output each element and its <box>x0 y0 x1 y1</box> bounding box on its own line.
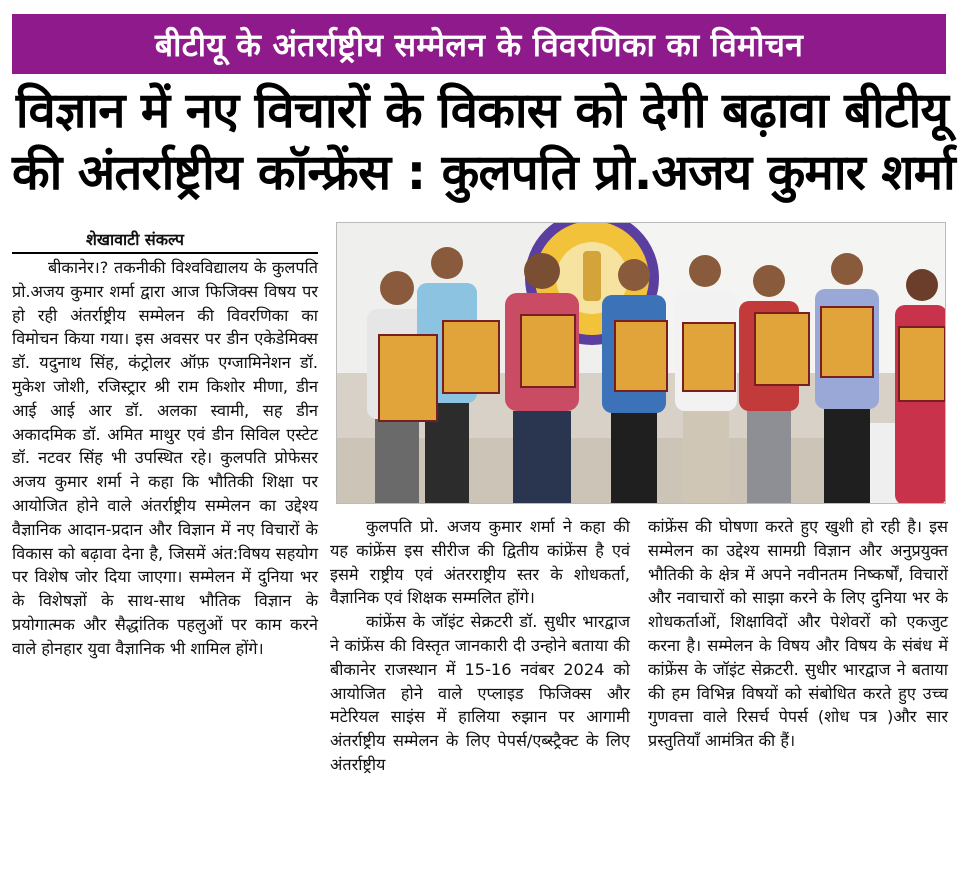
article-column-middle <box>330 515 630 777</box>
byline-divider <box>12 252 318 254</box>
kicker-text: बीटीयू के अंतर्राष्ट्रीय सम्मेलन के विवरणिका का विमोचन <box>154 25 804 64</box>
paragraph: बीकानेर।? तकनीकी विश्वविद्यालय के कुलपति प्रो.अजय कुमार शर्मा द्वारा आज फिजिक्स विषय पर हो रही अंतर्राष्ट्रीय सम्मेलन की विवरणिका का विमोचन किया गया। इस अवसर पर डीन एकेडेमिक्स डॉ. यदुनाथ सिंह, कंट्रोलर ऑफ़ एग्जामिनेशन डॉ. मुकेश जोशी, रजिस्ट्रार श्री राम किशोर मीणा, डीन आई आई आर डॉ. अलका स्वामी, सह डीन अकादमिक डॉ. अमित माथुर एवं डीन सिविल एस्टेट डॉ. नटवर सिंह भी उपस्थित रहे। कुलपति प्रोफेसर अजय कुमार शर्मा ने कहा कि भौतिकी शिक्षा पर आयोजित होने वाले अंतर्राष्ट्रीय सम्मेलन का उद्देश्य वैज्ञानिक आदान-प्रदान और विज्ञान में नए विचारों के विकास को बढ़ावा देना है, जिसमें अंत:विषय सहयोग पर विशेष जोर दिया जाएगा। सम्मेलन में दुनिया भर के विशेषज्ञों के साथ-साथ भौतिक विज्ञान के प्रयोगात्मक और सैद्धांतिक पहलुओं पर काम करने वाले होनहार युवा वैज्ञानिक भी शामिल होंगे। <box>12 258 318 658</box>
kicker-banner <box>12 14 946 74</box>
group-photo-illustration <box>337 223 946 504</box>
headline <box>12 80 955 204</box>
article-column-left <box>12 256 318 661</box>
article-column-right <box>648 515 948 753</box>
event-photo <box>336 222 946 504</box>
paragraph: कांफ्रेंस की घोषणा करते हुए खुशी हो रही है। इस सम्मेलन का उद्देश्य सामग्री विज्ञान और अनुप्रयुक्त भौतिकी के क्षेत्र में अपने नवीनतम निष्कर्षों, विचारों और नवाचारों को साझा करने के लिए दुनिया भर के शोधकर्ताओं, शिक्षाविदों और पेशेवरों को एकजुट करना है। सम्मेलन के विषय और विषय के संबंध में कांफ्रेंस के जॉइंट सेक्रटरी. सुधीर भारद्वाज ने बताया की हम विभिन्न विषयों को संबोधित करते हुए उच्च गुणवत्ता वाले रिसर्च पेपर्स (शोध पत्र )और सार प्रस्तुतियाँ आमंत्रित की हैं। <box>648 517 948 751</box>
headline-line-1: विज्ञान में नए विचारों के विकास को देगी बढ़ावा बीटीयू <box>15 82 949 139</box>
byline: शेखावाटी संकल्प <box>86 230 184 249</box>
headline-line-2: की अंतर्राष्ट्रीय कॉन्फ्रेंस : कुलपति प्रो.अजय कुमार शर्मा <box>12 144 955 201</box>
paragraph: कांफ्रेंस के जॉइंट सेक्रटरी डॉ. सुधीर भारद्वाज ने कांफ्रेंस की विस्तृत जानकारी दी उन्होने बताया की बीकानेर राजस्थान में 15-16 नवंबर 2024 को आयोजित होने वाले एप्लाइड फिजिक्स और मटेरियल साइंस में हालिया रुझान पर आगामी अंतर्राष्ट्रीय सम्मेलन के लिए पेपर्स/एब्स्ट्रैक्ट के लिए अंतर्राष्ट्रीय <box>330 612 630 774</box>
paragraph: कुलपति प्रो. अजय कुमार शर्मा ने कहा की यह कांफ्रेंस इस सीरीज की द्वितीय कांफ्रेंस है एवं इसमे राष्ट्रीय एवं अंतरराष्ट्रीय स्तर के शोधकर्ता, वैज्ञानिक एवं शिक्षक सम्मलित होंगे। <box>330 517 630 608</box>
